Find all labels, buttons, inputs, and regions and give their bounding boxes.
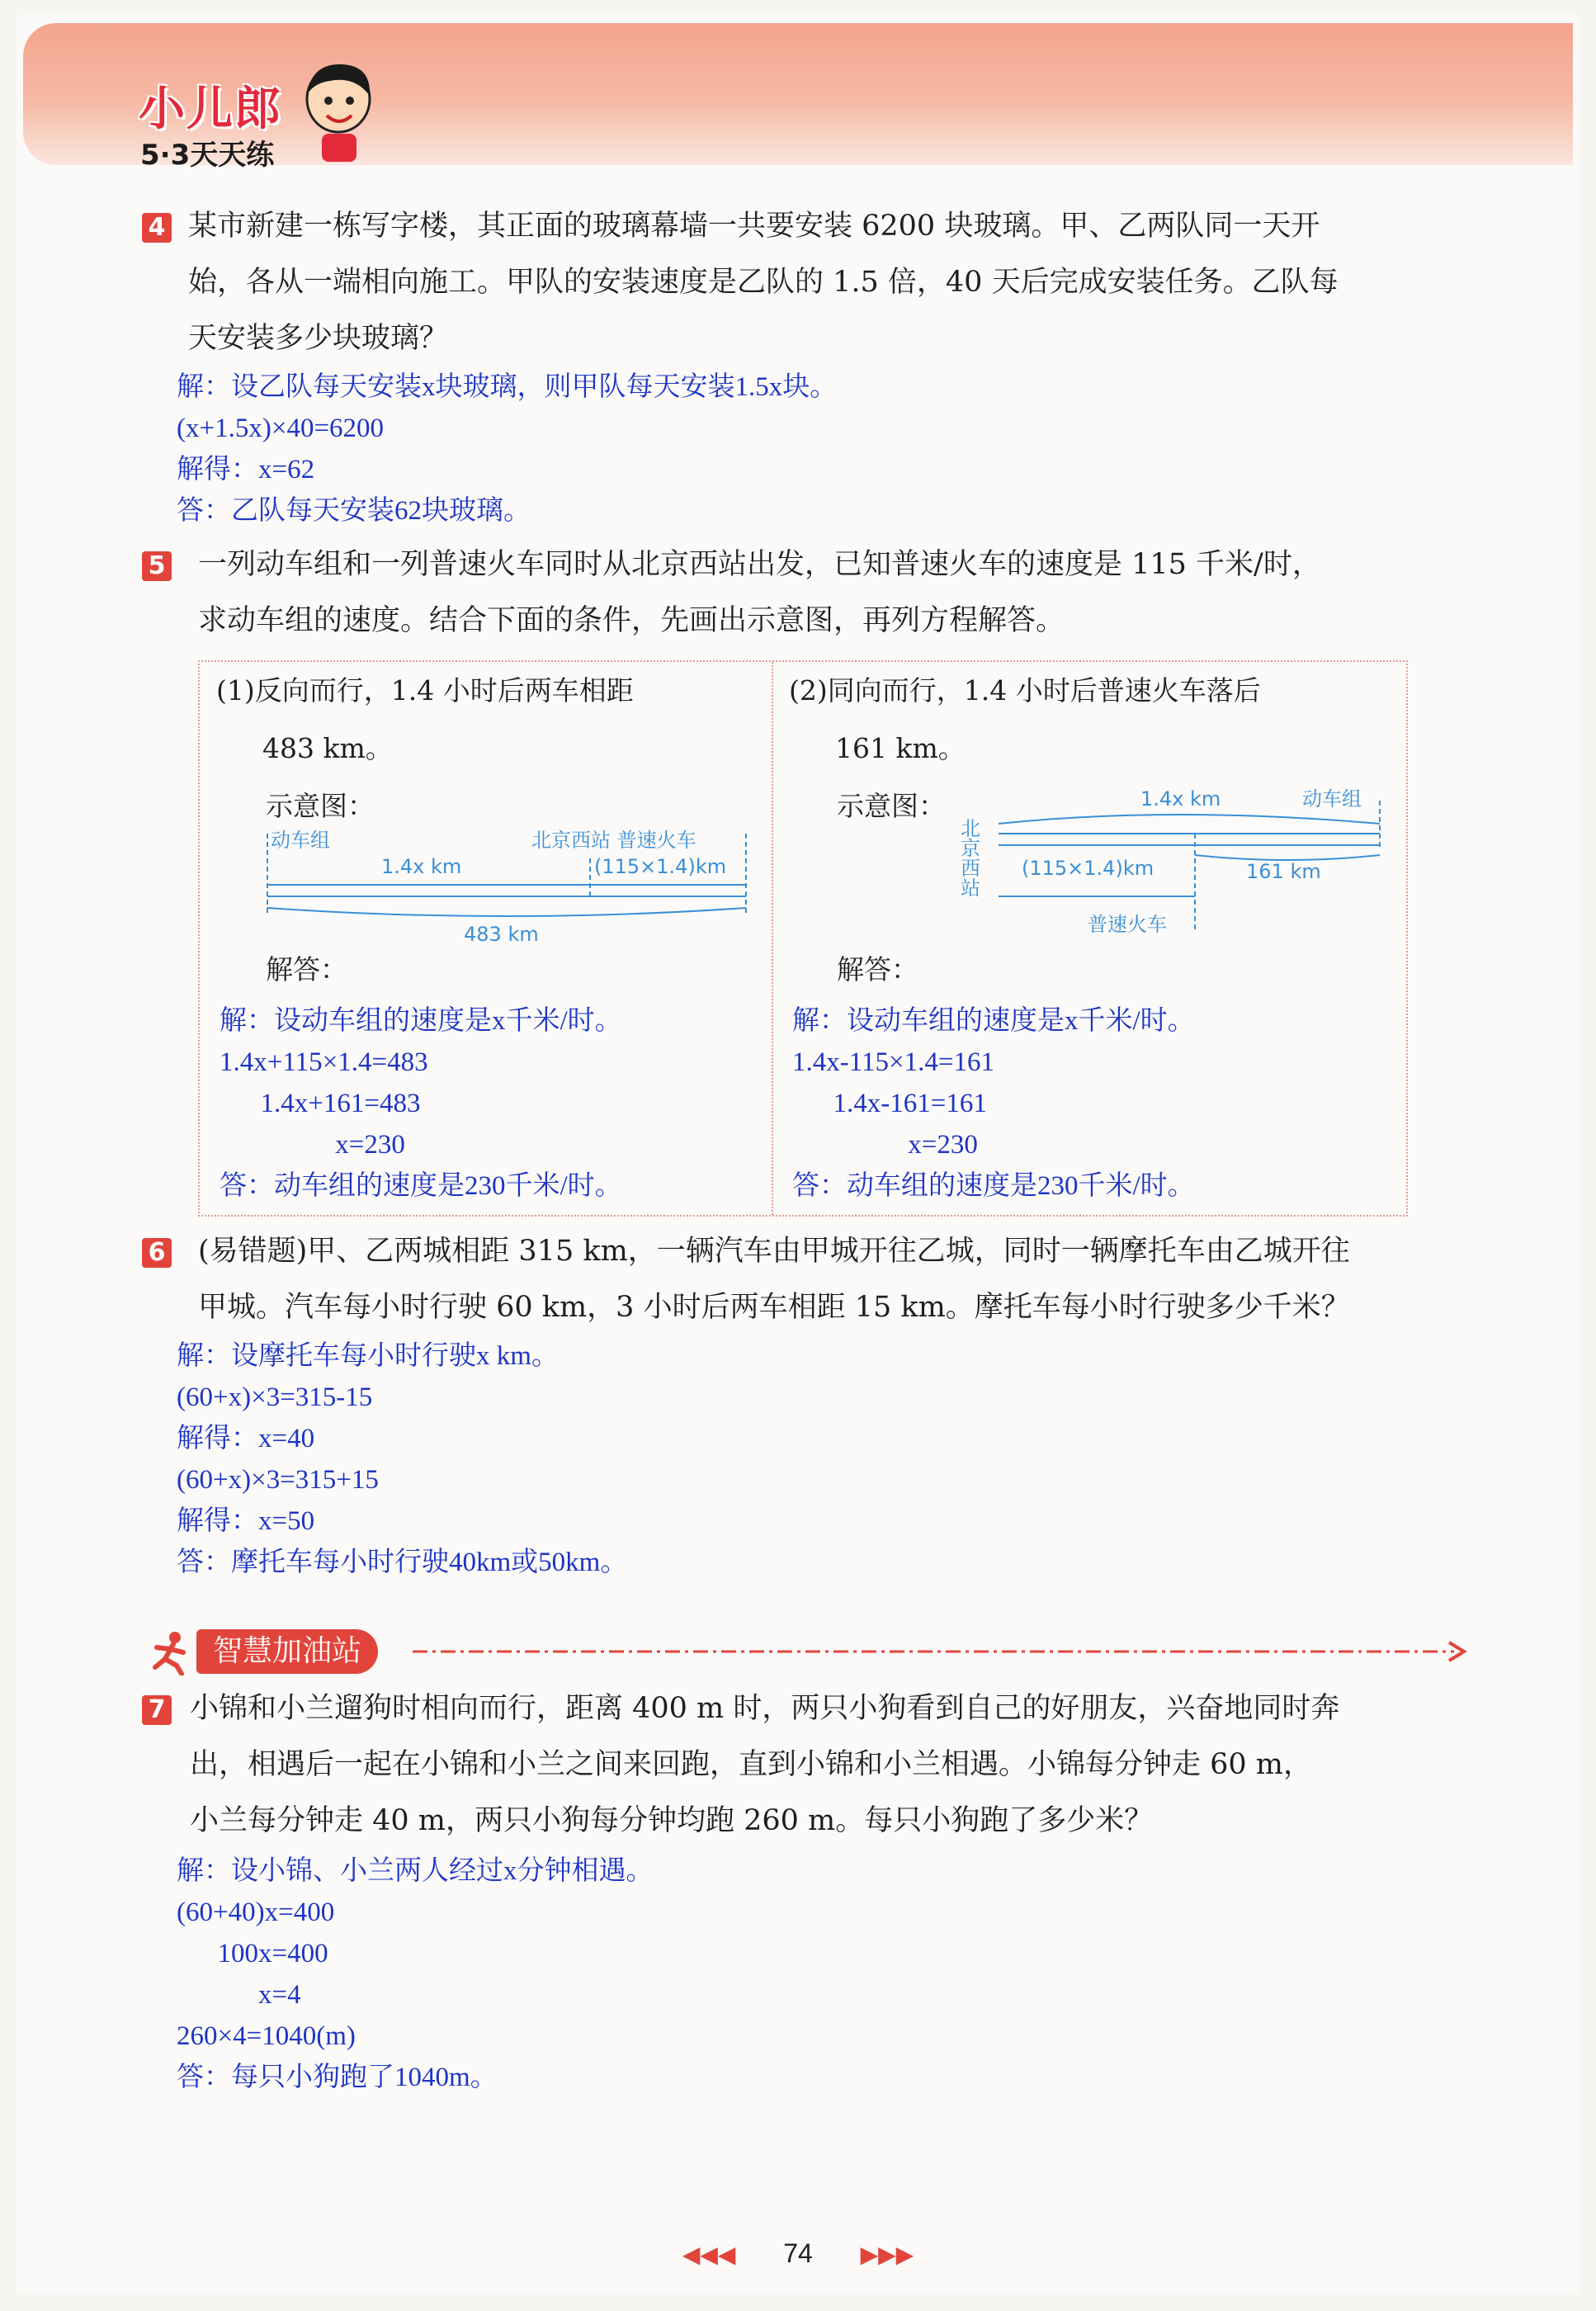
answer-line: 解：设乙队每天安装x块玻璃，则甲队每天安装1.5x块。 (177, 372, 838, 402)
answer-line: 260×4=1040(m) (177, 2021, 356, 2051)
question-6-text (198, 1223, 1350, 1335)
question-line: 某市新建一栋写字楼，其正面的玻璃幕墙一共要安装 6200 块玻璃。甲、乙两队同一天开 (188, 210, 1320, 243)
banner-dotted-line (413, 1639, 1469, 1664)
question-line: 天安装多少块玻璃？ (188, 322, 449, 355)
question-line: 一列动车组和一列普速火车同时从北京西站出发，已知普速火车的速度是 115 千米/时， (198, 548, 1321, 581)
label-emu: 动车组 (271, 829, 330, 852)
answer-line: 解：设动车组的速度是x千米/时。 (792, 1006, 1195, 1036)
answer-line: 解：设小锦、小兰两人经过x分钟相遇。 (177, 1856, 654, 1886)
answer-line: (60+40)x=400 (177, 1897, 335, 1927)
answer-6 (177, 1335, 627, 1583)
diagram-label: 示意图： (266, 790, 375, 822)
next-arrows-icon: ▶▶▶ (860, 2242, 914, 2267)
section-banner: 智慧加油站 (196, 1629, 378, 1674)
answer-line: 1.4x+161=483 (220, 1089, 421, 1118)
label-total: 483 km (464, 923, 539, 946)
answer-line: 解：设摩托车每小时行驶x km。 (177, 1341, 559, 1371)
label-gap: 161 km (1246, 860, 1321, 883)
question-number-5: 5 (142, 551, 172, 581)
question-line: 小兰每分钟走 40 m，两只小狗每分钟均跑 260 m。每只小狗跑了多少米？ (190, 1804, 1154, 1837)
question-number-4: 4 (142, 213, 172, 243)
answer-line: x=230 (220, 1130, 405, 1160)
answer-line: x=230 (792, 1130, 978, 1160)
condition-1: (1)反向而行，1.4 小时后两车相距 483 km。 示意图： (216, 662, 634, 835)
answer-line: 答：动车组的速度是230千米/时。 (792, 1171, 1195, 1201)
question-line: 出，相遇后一起在小锦和小兰之间来回跑，直到小锦和小兰相遇。小锦每分钟走 60 m， (190, 1748, 1312, 1781)
label-station-train: 北京西站 普速火车 (531, 829, 696, 852)
question-line: 求动车组的速度。结合下面的条件，先画出示意图，再列方程解答。 (198, 604, 1065, 637)
label-mid: (115×1.4)km (1022, 857, 1155, 880)
label-seg2: (115×1.4)km (594, 855, 727, 878)
answer-line: 1.4x-161=161 (792, 1089, 987, 1118)
answer-7 (177, 1850, 654, 2098)
label-emu: 动车组 (1302, 787, 1362, 811)
answer-line: (x+1.5x)×40=6200 (177, 414, 385, 443)
brand-logo: 小儿郎 (139, 83, 282, 136)
answer-line: 答：摩托车每小时行驶40km或50km。 (177, 1548, 628, 1577)
label-top: 1.4x km (1140, 787, 1221, 811)
page-footer (0, 2238, 1596, 2269)
answer-line: 解得：x=62 (177, 455, 315, 484)
question-line: 始，各从一端相向施工。甲队的安装速度是乙队的 1.5 倍，40 天后完成安装任务。乙队每 (188, 266, 1339, 299)
station-char: 西 (961, 857, 980, 880)
question-line: (易错题)甲、乙两城相距 315 km，一辆汽车由甲城开往乙城，同时一辆摩托车由乙城开往 (198, 1235, 1350, 1268)
diagram-same-direction (957, 776, 1386, 949)
page-number: 74 (783, 2238, 813, 2268)
station-char: 京 (961, 837, 980, 860)
answer-line: 解：设动车组的速度是x千米/时。 (220, 1006, 622, 1036)
answer-line: 1.4x+115×1.4=483 (220, 1047, 428, 1077)
question-number-6: 6 (142, 1238, 172, 1268)
answer-5-2 (792, 1000, 1195, 1207)
mascot-icon (297, 58, 380, 165)
condition-2: (2)同向而行，1.4 小时后普速火车落后 161 km。 示意图： (789, 662, 1261, 835)
answer-line: 1.4x-115×1.4=161 (792, 1047, 994, 1077)
diagram-label: 示意图： (837, 790, 946, 822)
answer-line: 100x=400 (177, 1939, 328, 1968)
prev-arrows-icon: ◀◀◀ (682, 2242, 736, 2267)
diagram-opposite (266, 825, 761, 949)
answer-5-1 (220, 1000, 622, 1207)
answer-line: 答：乙队每天安装62块玻璃。 (177, 496, 531, 526)
station-char: 站 (961, 877, 980, 900)
label-bottom: 普速火车 (1088, 913, 1167, 936)
question-line: 甲城。汽车每小时行驶 60 km，3 小时后两车相距 15 km。摩托车每小时行驶多少千米？ (198, 1291, 1350, 1324)
solve-label-1: 解答： (266, 953, 347, 985)
answer-line: x=4 (177, 1980, 301, 2010)
question-line: 小锦和小兰遛狗时相向而行，距离 400 m 时，两只小狗看到自己的好朋友，兴奋地同时奔 (190, 1692, 1340, 1725)
banner-runner-icon (145, 1629, 195, 1675)
question-7-text (190, 1680, 1339, 1849)
question-4-text (188, 198, 1339, 366)
answer-line: 答：每只小狗跑了1040m。 (177, 2063, 498, 2092)
answer-line: (60+x)×3=315+15 (177, 1465, 379, 1495)
station-char: 北 (961, 817, 980, 840)
solve-label-2: 解答： (837, 953, 918, 985)
answer-line: 答：动车组的速度是230千米/时。 (220, 1171, 622, 1201)
question-5-text (198, 536, 1321, 649)
question-number-7: 7 (142, 1695, 172, 1725)
answer-line: 解得：x=40 (177, 1424, 315, 1453)
brand-subtitle: 5·3天天练 (140, 139, 275, 172)
answer-4 (177, 366, 837, 532)
label-seg1: 1.4x km (381, 855, 462, 878)
answer-line: 解得：x=50 (177, 1506, 315, 1536)
answer-line: (60+x)×3=315-15 (177, 1382, 373, 1412)
